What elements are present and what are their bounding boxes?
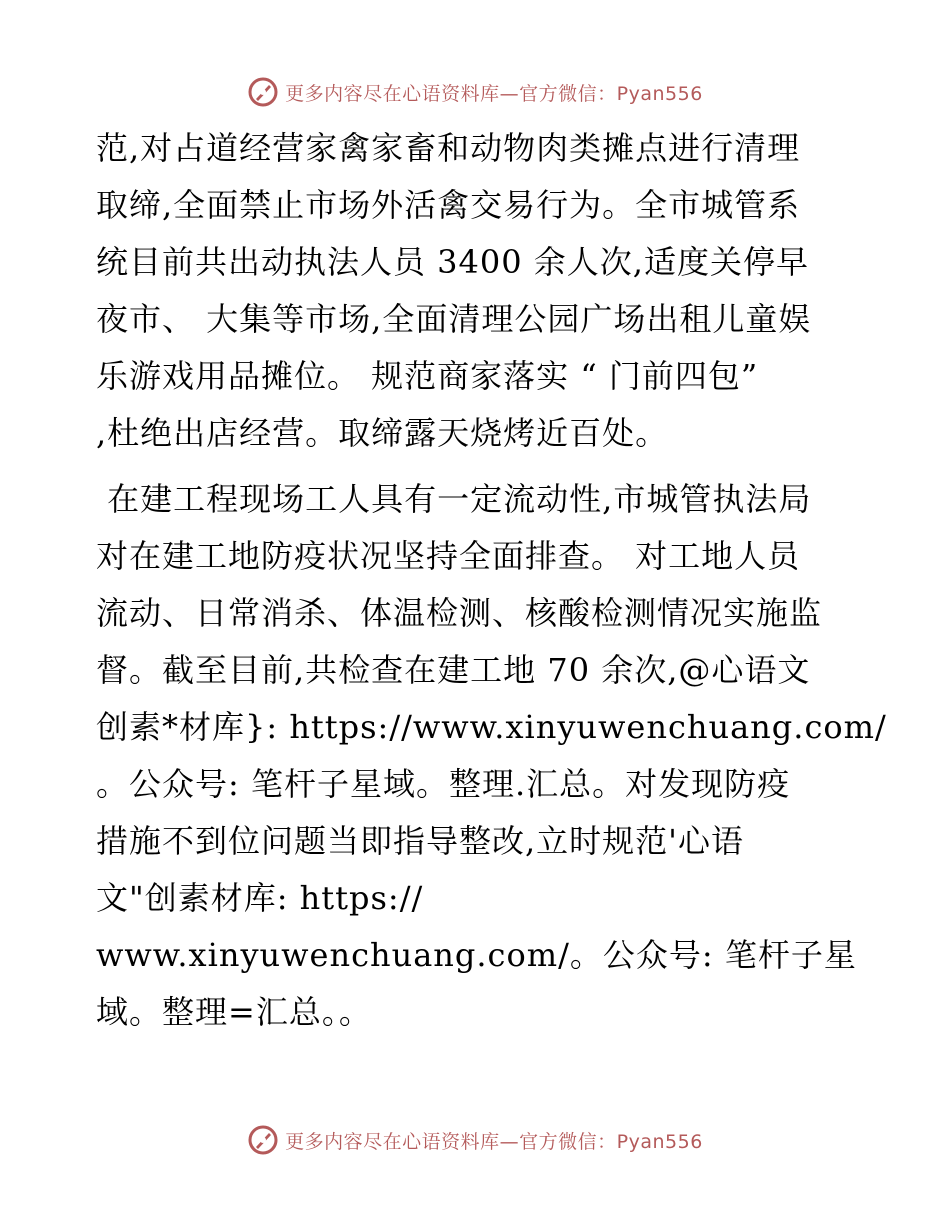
text-line: 在建工程现场工人具有一定流动性,市城管执法局 (96, 480, 812, 518)
paragraph-2 (96, 471, 887, 1041)
document-body (96, 120, 887, 1041)
text-line: 乐游戏用品摊位。 规范商家落实 “ 门前四包” (96, 357, 759, 395)
text-line: 流动、日常消杀、体温检测、核酸检测情况实施监 (96, 594, 823, 632)
footer-banner-text: 更多内容尽在心语资料库—官方微信：Pyan556 (285, 1130, 703, 1153)
text-line: ,杜绝出店经营。取缔露天烧烤近百处。 (96, 414, 669, 452)
quill-logo-icon (247, 1124, 279, 1156)
header-banner-text: 更多内容尽在心语资料库—官方微信：Pyan556 (285, 82, 703, 105)
text-line: 夜市、 大集等市场,全面清理公园广场出租儿童娱 (96, 300, 812, 338)
footer-banner (0, 1120, 950, 1160)
text-line: 。公众号: 笔杆子星域。整理.汇总。对发现防疫 (96, 765, 791, 803)
text-line: 措施不到位问题当即指导整改,立时规范'心语 (96, 822, 744, 860)
paragraph-1 (96, 120, 856, 462)
text-line: 域。整理=汇总。。 (96, 993, 372, 1031)
text-line: 取缔,全面禁止市场外活禽交易行为。全市城管系 (96, 186, 801, 224)
text-line: 督。截至目前,共检查在建工地 70 余次,@心语文 (96, 651, 811, 689)
text-line: 统目前共出动执法人员 3400 余人次,适度关停早 (96, 243, 809, 281)
text-line: 创素*材库}: https://www.xinyuwenchuang.com/ (96, 708, 887, 746)
text-line: 范,对占道经营家禽家畜和动物肉类摊点进行清理 (96, 129, 801, 167)
paragraph-gap (96, 462, 856, 471)
text-line: www.xinyuwenchuang.com/。公众号: 笔杆子星 (96, 936, 857, 974)
text-line: 对在建工地防疫状况坚持全面排查。 对工地人员 (96, 537, 801, 575)
header-banner (0, 72, 950, 112)
text-line: 文"创素材库: https:// (96, 879, 424, 917)
quill-logo-icon (247, 76, 279, 108)
